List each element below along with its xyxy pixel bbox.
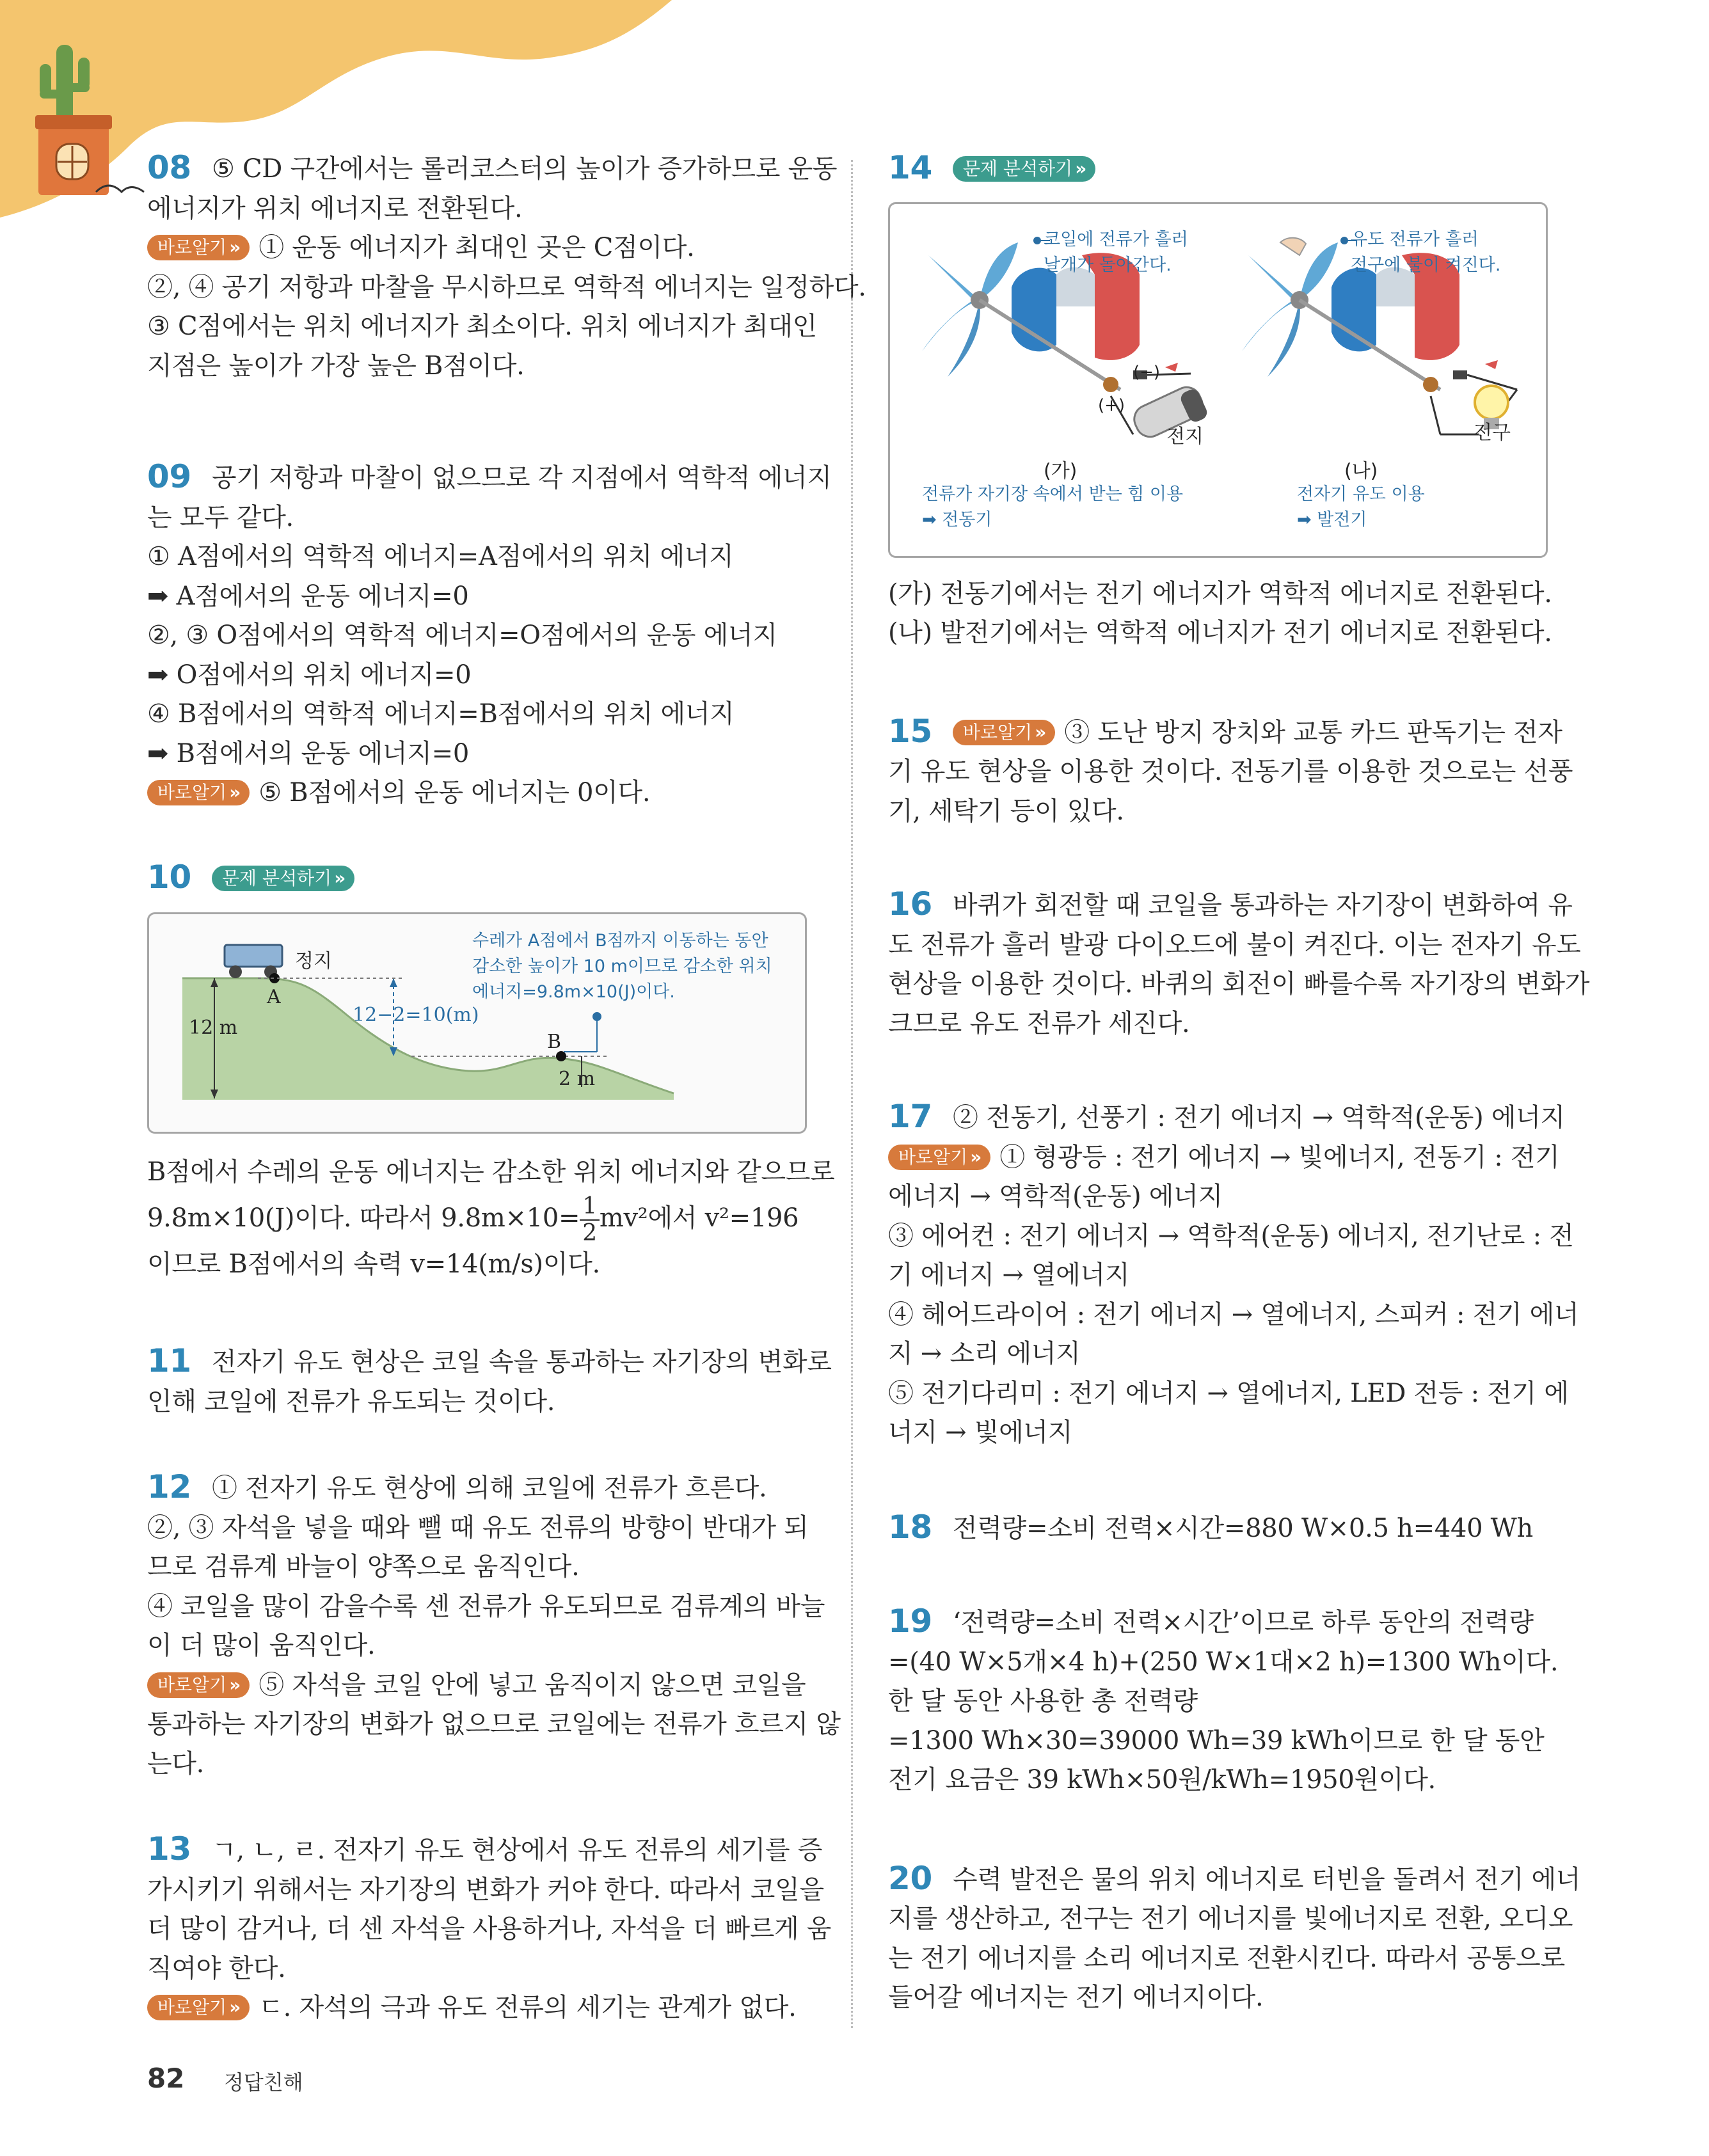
question-20: 20 수력 발전은 물의 위치 에너지로 터빈을 돌려서 전기 에너 지를 생산하고, 전구는 전기 에너지를 빛에너지로 전환, 오디오 는 전기 에너지를 소리 에너지로 전환시킨다. 따라서 공통으로 들어갈 에너지는 전기 에너지이다.	[888, 1859, 1581, 2012]
question-number: 16	[888, 885, 932, 923]
book-title: 정답친해	[224, 2070, 303, 2095]
wrong-answer-badge: 바로알기 »	[147, 780, 250, 805]
question-number: 09	[147, 458, 191, 495]
wrong-answer-badge: 바로알기 »	[147, 1995, 250, 2020]
question-number: 14	[888, 149, 932, 186]
wrong-answer-badge: 바로알기 »	[953, 720, 1055, 745]
question-number: 08	[147, 149, 191, 186]
wrong-answer-badge: 바로알기 »	[147, 1672, 250, 1698]
question-number: 13	[147, 1830, 191, 1867]
question-10: 10 문제 분석하기 » 정지 A 12 m 12−2=10(m) B 2 m 수레가 A점에서 B점까지 이동하는 동안 감소한 높이가 10 m이므로 감소한 위치 에너지=9.8m×10(J)이다. B점에서 수레의 운동 에너지는 감소한 위치 에너지와 같으므로 9.8m×10(J)이다. 따라서 9.8m×10= $\frac{1}{2}$ mv²에서 v²=196 이므로 B점에서의 속력 v=14(m/s)이다.	[147, 858, 835, 1279]
question-number: 18	[888, 1508, 932, 1546]
roller-cart-figure: 정지 A 12 m 12−2=10(m) B 2 m 수레가 A점에서 B점까지 이동하는 동안 감소한 높이가 10 m이므로 감소한 위치 에너지=9.8m×10(J)이다.	[147, 912, 807, 1134]
question-number: 11	[147, 1342, 191, 1379]
wrong-answer-badge: 바로알기 »	[888, 1145, 990, 1170]
question-number: 20	[888, 1859, 932, 1897]
question-number: 15	[888, 712, 932, 750]
analysis-badge: 문제 분석하기 »	[953, 156, 1095, 182]
column-divider	[851, 160, 853, 2028]
question-19: 19 ‘전력량=소비 전력×시간’이므로 하루 동안의 전력량 =(40 W×5개×4 h)+(250 W×1대×2 h)=1300 Wh이다. 한 달 동안 사용한 총 전력량 =1300 Wh×30=39000 Wh=39 kWh이므로 한 달 동안 전기 요금은 39 kWh×50원/kWh=1950원이다.	[888, 1603, 1559, 1795]
motor-generator-figure: 코일에 전류가 흘러 날개가 돌아간다. 유도 전류가 흘러 전구에 불이 켜진다. (−) (+) 전지 전구 (가) (나) 전류가 자기장 속에서 받는 힘 이용 ➡ 전동기 전자기 유도 이용 ➡ 발전기	[888, 202, 1548, 558]
question-14: 14 문제 분석하기 » 코일에 전류가 흘러 날개가 돌아간다. 유도 전류가 흘러 전구에 불이 켜진다. (−) (+) 전지 전구 (가) (나) 전류가 자기장 속에서 받는 힘 이용 ➡ 전동기 전자기 유도 이용 ➡ 발전기 (가) 전동기에서는 전기 에너지가 역학적 에너지로 전환된다. (나) 발전기에서는 역학적 에너지가 전기 에너지로 전환된다.	[888, 149, 1552, 647]
fraction: $\frac{1}{2}$	[580, 1195, 600, 1245]
left-column	[147, 148, 866, 2028]
question-number: 12	[147, 1468, 191, 1505]
page-number: 82	[147, 2063, 185, 2094]
question-18: 18 전력량=소비 전력×시간=880 W×0.5 h=440 Wh	[888, 1508, 1533, 1546]
question-17: 17 ② 전동기, 선풍기 : 전기 에너지 → 역학적(운동) 에너지 바로알기 » ① 형광등 : 전기 에너지 → 빛에너지, 전동기 : 전기 에너지 → 역학적(운동) 에너지 ③ 에어컨 : 전기 에너지 → 역학적(운동) 에너지, 전기난로 : 전 기 에너지 → 열에너지 ④ 헤어드라이어 : 전기 에너지 → 열에너지, 스피커 : 전기 에너 지 → 소리 에너지 ⑤ 전기다리미 : 전기 에너지 → 열에너지, LED 전등 : 전기 에 너지 → 빛에너지	[888, 1098, 1579, 1447]
wrong-answer-badge: 바로알기 »	[147, 235, 250, 260]
question-number: 10	[147, 858, 191, 896]
analysis-badge: 문제 분석하기 »	[212, 866, 354, 891]
right-column	[888, 148, 1590, 2018]
question-08: 08 ⑤ CD 구간에서는 롤러코스터의 높이가 증가하므로 운동 에너지가 위치 에너지로 전환된다. 바로알기 » ① 운동 에너지가 최대인 곳은 C점이다. ②, ④ 공기 저항과 마찰을 무시하므로 역학적 에너지는 일정하다. ③ C점에서는 위치 에너지가 최소이다. 위치 에너지가 최대인 지점은 높이가 가장 높은 B점이다.	[147, 149, 866, 381]
question-12: 12 ① 전자기 유도 현상에 의해 코일에 전류가 흐른다. ②, ③ 자석을 넣을 때와 뺄 때 유도 전류의 방향이 반대가 되 므로 검류계 바늘이 양쪽으로 움직인다. ④ 코일을 많이 감을수록 센 전류가 유도되므로 검류계의 바늘 이 더 많이 움직인다. 바로알기 » ⑤ 자석을 코일 안에 넣고 움직이지 않으면 코일을 통과하는 자기장의 변화가 없으므로 코일에는 전류가 흐르지 않 는다.	[147, 1468, 841, 1779]
question-number: 17	[888, 1098, 932, 1135]
question-16: 16 바퀴가 회전할 때 코일을 통과하는 자기장이 변화하여 유 도 전류가 흘러 발광 다이오드에 불이 켜진다. 이는 전자기 유도 현상을 이용한 것이다. 바퀴의 회전이 빠를수록 자기장의 변화가 크므로 유도 전류가 세진다.	[888, 885, 1590, 1038]
question-number: 19	[888, 1603, 932, 1640]
question-09: 09 공기 저항과 마찰이 없으므로 각 지점에서 역학적 에너지 는 모두 같다. ① A점에서의 역학적 에너지=A점에서의 위치 에너지 ➡ A점에서의 운동 에너지=0 ②, ③ O점에서의 역학적 에너지=O점에서의 운동 에너지 ➡ O점에서의 위치 에너지=0 ④ B점에서의 역학적 에너지=B점에서의 위치 에너지 ➡ B점에서의 운동 에너지=0 바로알기 » ⑤ B점에서의 운동 에너지는 0이다.	[147, 458, 832, 807]
question-15: 15 바로알기 » ③ 도난 방지 장치와 교통 카드 판독기는 전자 기 유도 현상을 이용한 것이다. 전동기를 이용한 것으로는 선풍 기, 세탁기 등이 있다.	[888, 712, 1573, 826]
question-11: 11 전자기 유도 현상은 코일 속을 통과하는 자기장의 변화로 인해 코일에 전류가 유도되는 것이다.	[147, 1342, 832, 1416]
question-13: 13 ㄱ, ㄴ, ㄹ. 전자기 유도 현상에서 유도 전류의 세기를 증 가시키기 위해서는 자기장의 변화가 커야 한다. 따라서 코일을 더 많이 감거나, 더 센 자석을 사용하거나, 자석을 더 빠르게 움 직여야 한다. 바로알기 » ㄷ. 자석의 극과 유도 전류의 세기는 관계가 없다.	[147, 1830, 832, 2022]
